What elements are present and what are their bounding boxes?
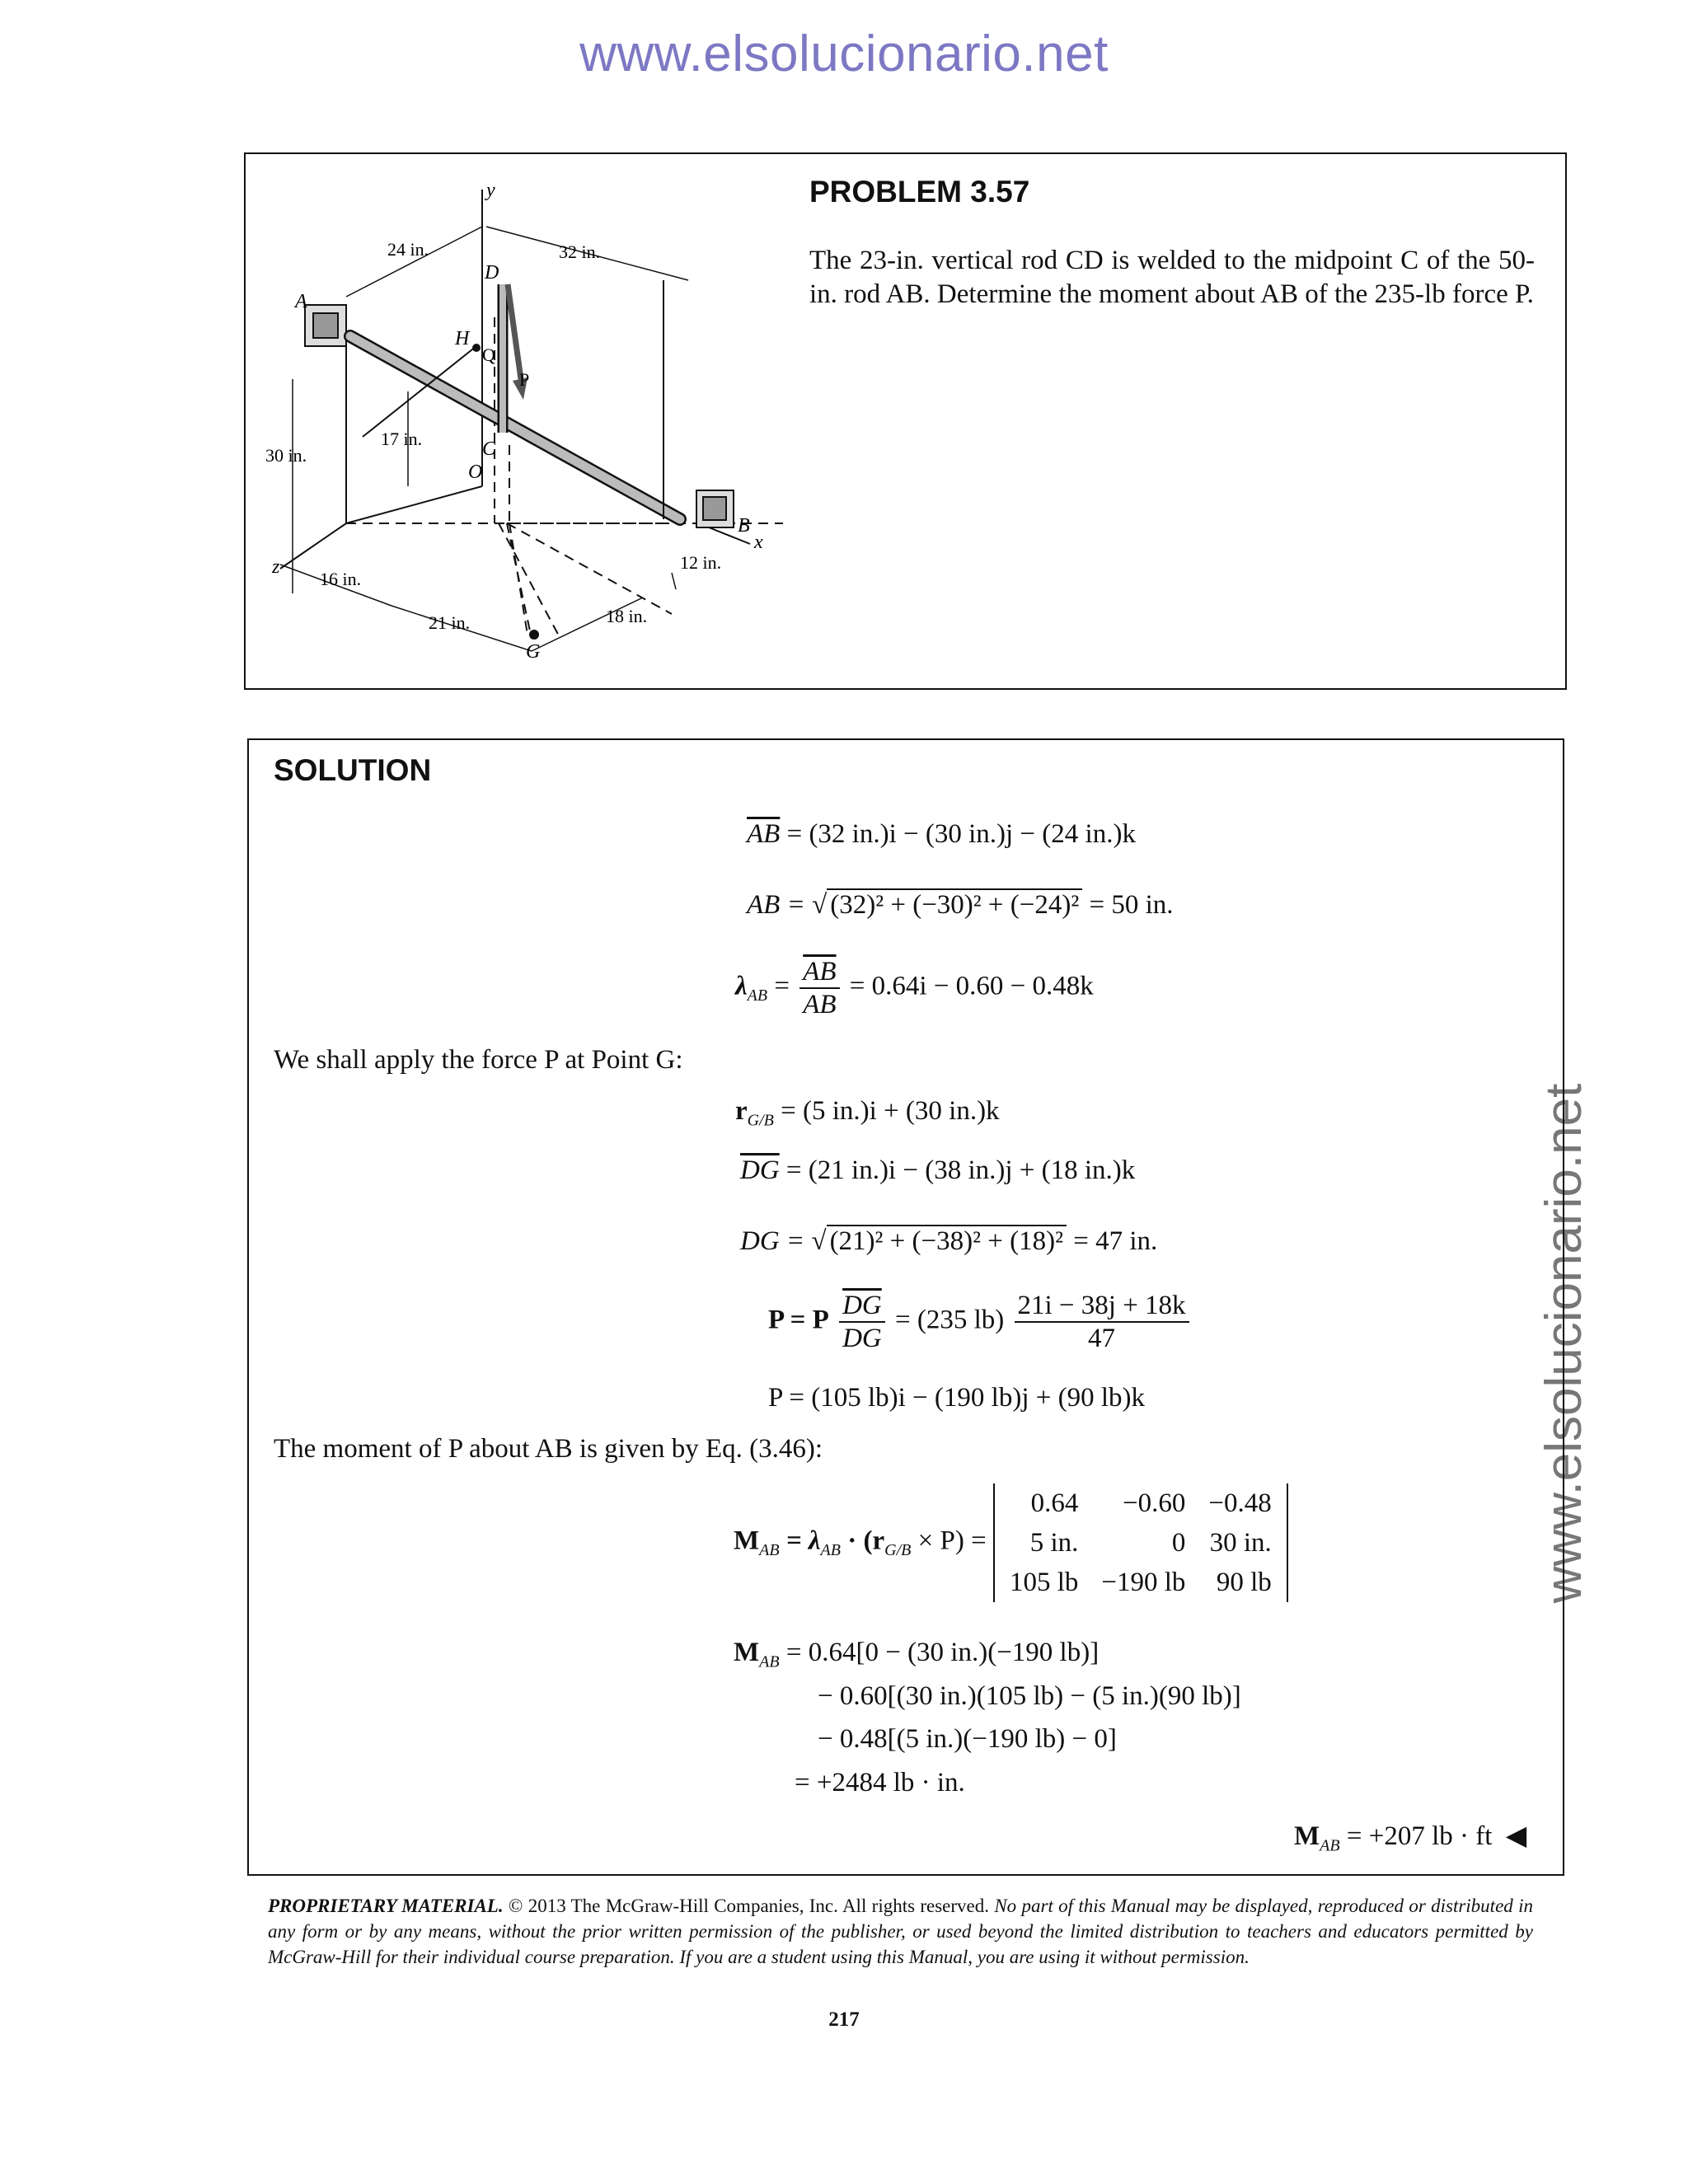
footer-bold: PROPRIETARY MATERIAL. [268, 1896, 504, 1916]
P-formula-mid: = (235 lb) [888, 1305, 1005, 1335]
eq-rGB [735, 1094, 1000, 1137]
dim-18in: 18 in. [606, 606, 648, 626]
dim-30in: 30 in. [265, 445, 307, 466]
page-number: 217 [828, 2008, 860, 2031]
det-row [998, 1523, 1283, 1563]
DG-mag-radicand: (21)² + (−38)² + (18)² [827, 1225, 1067, 1256]
label-x: x [754, 532, 763, 553]
P-frac-den: DG [842, 1324, 882, 1353]
det-cell: −190 lb [1101, 1568, 1186, 1597]
problem-statement: The 23-in. vertical rod CD is welded to the midpoint C of the 50-in. rod AB. Determine the moment about AB of the 235-lb force P. [809, 246, 1535, 309]
eq-AB-vector-lhs: $\overline{AB}$ [747, 819, 781, 849]
label-D: D [485, 262, 499, 284]
eq-moment-determinant [734, 1483, 1288, 1602]
eq-AB-mag-rhs: = 50 in. [1082, 890, 1174, 920]
problem-title: PROBLEM 3.57 [809, 175, 1030, 209]
footer-copyright: © 2013 The McGraw-Hill Companies, Inc. All rights reserved. [503, 1896, 990, 1916]
M-sub: AB [759, 1541, 780, 1560]
lambda-symbol: λ [735, 971, 748, 1001]
label-z: z [272, 556, 280, 578]
det-cell: 0.64 [1030, 1488, 1079, 1518]
dim-21in: 21 in. [429, 612, 471, 633]
lambda-fraction [799, 956, 839, 1020]
rGB-lhs: r [735, 1096, 748, 1126]
DG-mag-lhs: DG = [740, 1226, 812, 1256]
lambda-sub: AB [747, 987, 768, 1005]
expansion-line-1: = 0.64[0 − (30 in.)(−190 lb)] [779, 1638, 1100, 1667]
dim-32in: 32 in. [559, 241, 601, 262]
M-r-sub: G/B [884, 1541, 912, 1560]
label-H: H [455, 328, 470, 349]
P-frac-components [1015, 1290, 1189, 1354]
expansion-line-4: = +2484 lb · in. [795, 1768, 965, 1797]
watermark-side: www.elsolucionario.net [1536, 1083, 1592, 1604]
dim-24in: 24 in. [387, 239, 429, 260]
expansion-line-2: − 0.60[(30 in.)(105 lb) − (5 in.)(90 lb)] [818, 1681, 1241, 1711]
dim-16in: 16 in. [320, 569, 362, 589]
eq-lambda-AB: $\lambda_{AB}$ = $\frac{\overline{AB}}{AB}$ = 0.64i − 0.60 − 0.48k [735, 957, 1094, 1019]
dim-17in: 17 in. [381, 429, 423, 449]
eq-DG-magnitude: DG = √ (21)² + (−38)² + (18)² = 47 in. [740, 1226, 1158, 1256]
label-y: y [486, 180, 495, 201]
label-P: P [519, 369, 530, 390]
footer-proprietary [268, 1893, 1533, 1970]
det-cell: −0.60 [1123, 1488, 1186, 1518]
det-cell: 30 in. [1209, 1528, 1272, 1558]
label-G: G [526, 641, 541, 663]
det-cell: 105 lb [1009, 1568, 1079, 1597]
text-apply-force: We shall apply the force P at Point G: [274, 1045, 683, 1075]
expansion-line-3: − 0.48[(5 in.)(−190 lb) − 0] [818, 1724, 1117, 1754]
det-cell: 0 [1171, 1528, 1186, 1558]
M-exp-sub: AB [759, 1652, 780, 1671]
determinant-matrix [993, 1483, 1288, 1602]
label-A: A [295, 291, 307, 312]
problem-figure [247, 157, 783, 684]
lambda-rhs: = 0.64i − 0.60 − 0.48k [842, 971, 1094, 1001]
det-cell: 5 in. [1029, 1528, 1079, 1558]
P-frac-num: $\overline{DG}$ [839, 1290, 885, 1323]
P-formula-lhs: P = P [768, 1305, 829, 1335]
label-B: B [738, 515, 750, 537]
eq-AB-vector-rhs: = (32 in.)i − (30 in.)j − (24 in.)k [780, 819, 1136, 849]
eq-DG-vector [740, 1154, 1135, 1187]
DG-vector-lhs: $\overline{DG}$ [740, 1155, 780, 1185]
M-lambda-sub: AB [820, 1541, 841, 1560]
eq-expansion-line-1 [734, 1636, 1099, 1679]
label-C: C [482, 438, 496, 460]
footer-notice: No part of this Manual may be displayed, reproduced or distributed in any form or by any means, without the prior written permission of the publisher, or used beyond the limited distribution to teachers and educators permitted by McGraw-Hill for their individual course preparation. If you are a student using this Manual, you are using it without permission. [268, 1896, 1533, 1967]
M-lhs: M [734, 1526, 760, 1556]
answer-rhs: = +207 lb · ft [1339, 1821, 1493, 1851]
answer-sub: AB [1320, 1836, 1340, 1855]
P-frac-unit [839, 1290, 885, 1354]
solution-title: SOLUTION [274, 753, 432, 787]
eq-P-formula [768, 1290, 1193, 1354]
P-frac2-den: 47 [1088, 1324, 1116, 1353]
M-exp-lhs: M [734, 1638, 760, 1667]
M-lambda: = λ [779, 1526, 821, 1556]
lambda-den: AB [803, 990, 837, 1019]
P-frac2-num: 21i − 38j + 18k [1015, 1290, 1189, 1323]
rGB-rhs: = (5 in.)i + (30 in.)k [773, 1096, 1000, 1126]
label-Q: Q [482, 344, 495, 365]
dim-12in: 12 in. [680, 552, 722, 573]
eq-AB-mag-lhs: AB = [747, 890, 813, 920]
M-rest: · (r [840, 1526, 885, 1556]
det-cell: −0.48 [1208, 1488, 1272, 1518]
DG-vector-rhs: = (21 in.)i − (38 in.)j + (18 in.)k [779, 1155, 1136, 1185]
text-moment-about-AB: The moment of P about AB is given by Eq. (3.46): [274, 1434, 823, 1464]
answer-marker-icon: ◀ [1505, 1821, 1527, 1851]
eq-P-result: P = (105 lb)i − (190 lb)j + (90 lb)k [768, 1383, 1145, 1413]
label-O: O [468, 462, 483, 483]
eq-AB-mag-radicand: (32)² + (−30)² + (−24)² [827, 888, 1082, 920]
eq-AB-magnitude: AB = √ (32)² + (−30)² + (−24)² = 50 in. [747, 890, 1174, 920]
rGB-sub: G/B [747, 1111, 774, 1130]
det-row [998, 1563, 1283, 1602]
M-tail: × P) = [911, 1526, 987, 1556]
watermark-top: www.elsolucionario.net [579, 26, 1109, 82]
det-cell: 90 lb [1216, 1568, 1272, 1597]
det-row [998, 1483, 1283, 1523]
lambda-num: $\overline{AB}$ [799, 956, 839, 989]
answer-lhs: M [1294, 1821, 1320, 1851]
eq-AB-vector [747, 818, 1136, 851]
DG-mag-rhs: = 47 in. [1067, 1226, 1158, 1256]
final-answer [1294, 1820, 1526, 1863]
